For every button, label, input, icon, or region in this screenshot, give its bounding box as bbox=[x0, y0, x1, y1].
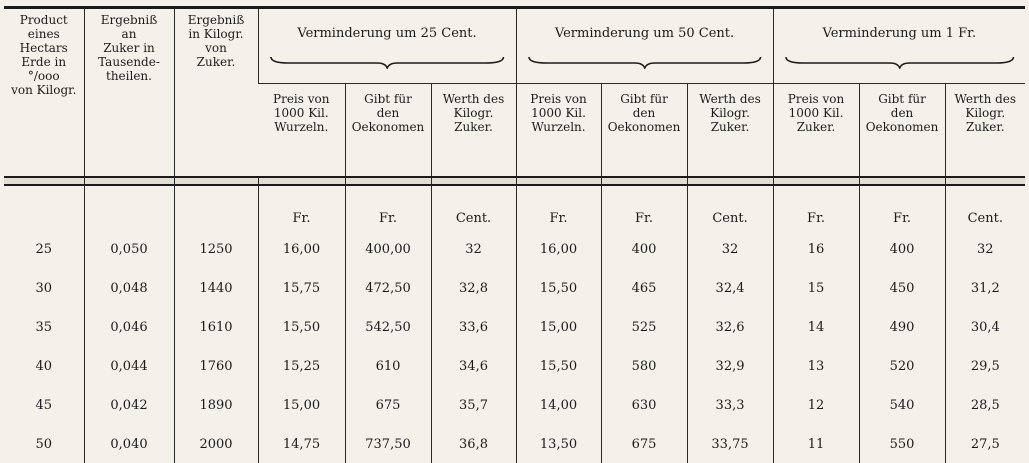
table-row bbox=[4, 269, 1025, 308]
table-cell: 35 bbox=[35, 320, 53, 335]
table-cell: 16,00 bbox=[258, 230, 345, 269]
table-cell: 34,6 bbox=[431, 347, 516, 386]
header-group-25-cent bbox=[258, 9, 516, 84]
table-cell: 28,5 bbox=[945, 386, 1025, 425]
table-cell: 472,50 bbox=[345, 269, 431, 308]
table-cell: 0,044 bbox=[84, 347, 174, 386]
table-cell: 40 bbox=[35, 359, 53, 374]
table-cell: 630 bbox=[601, 386, 687, 425]
table-cell: 32 bbox=[687, 230, 773, 269]
table-cell: 450 bbox=[859, 269, 945, 308]
unit-cell: Fr. bbox=[345, 185, 431, 230]
table-cell: 675 bbox=[601, 425, 687, 463]
unit-cell bbox=[84, 185, 174, 230]
unit-cell: Cent. bbox=[945, 185, 1025, 230]
unit-cell: Cent. bbox=[687, 185, 773, 230]
table-cell: 36,8 bbox=[431, 425, 516, 463]
table-cell: 15 bbox=[773, 269, 859, 308]
subheader-price-roots: Preis von 1000 Kil. Wurzeln. bbox=[516, 84, 601, 178]
table-cell: 2000 bbox=[174, 425, 258, 463]
group-label: Verminderung um 1 Fr. bbox=[822, 26, 977, 41]
table-cell: 542,50 bbox=[345, 308, 431, 347]
unit-cell: Fr. bbox=[258, 185, 345, 230]
sugar-table bbox=[4, 9, 1025, 463]
table-cell: 27,5 bbox=[945, 425, 1025, 463]
table-row bbox=[4, 347, 1025, 386]
subheader-price-sugar: Preis von 1000 Kil. Zuker. bbox=[773, 84, 859, 178]
header-product: Product eines Hectars Erde in °/ooo von Kilogr. bbox=[11, 13, 77, 97]
table-cell: 520 bbox=[859, 347, 945, 386]
double-rule bbox=[4, 177, 1025, 185]
table-cell: 32 bbox=[431, 230, 516, 269]
group-label: Verminderung um 25 Cent. bbox=[297, 26, 477, 41]
table-row bbox=[4, 425, 1025, 463]
table-cell: 550 bbox=[859, 425, 945, 463]
table-cell: 0,046 bbox=[84, 308, 174, 347]
table-cell: 30,4 bbox=[945, 308, 1025, 347]
table-cell: 400 bbox=[601, 230, 687, 269]
subheader-price-roots: Preis von 1000 Kil. Wurzeln. bbox=[258, 84, 345, 178]
table-cell: 30 bbox=[35, 281, 53, 296]
table-cell: 0,048 bbox=[84, 269, 174, 308]
units-row bbox=[4, 185, 1025, 230]
table-cell: 33,3 bbox=[687, 386, 773, 425]
table-cell: 15,50 bbox=[258, 308, 345, 347]
table-cell: 1610 bbox=[174, 308, 258, 347]
table-cell: 16 bbox=[773, 230, 859, 269]
table-cell: 737,50 bbox=[345, 425, 431, 463]
table-cell: 400,00 bbox=[345, 230, 431, 269]
table-cell: 0,042 bbox=[84, 386, 174, 425]
table-cell: 1760 bbox=[174, 347, 258, 386]
brace-icon bbox=[527, 55, 763, 69]
table-cell: 675 bbox=[345, 386, 431, 425]
header-group-1-fr bbox=[773, 9, 1025, 84]
table-row bbox=[4, 230, 1025, 269]
table-cell: 25 bbox=[35, 242, 53, 257]
table-cell: 400 bbox=[859, 230, 945, 269]
subheader-value-sugar: Werth des Kilogr. Zuker. bbox=[687, 84, 773, 178]
table-cell: 16,00 bbox=[516, 230, 601, 269]
header-sugar-kilogr: Ergebniß in Kilogr. von Zuker. bbox=[174, 9, 258, 177]
table-cell: 33,6 bbox=[431, 308, 516, 347]
subheader-value-sugar: Werth des Kilogr. Zuker. bbox=[945, 84, 1025, 178]
unit-cell bbox=[4, 185, 84, 230]
table-row bbox=[4, 308, 1025, 347]
table-cell: 14,00 bbox=[516, 386, 601, 425]
unit-cell: Fr. bbox=[601, 185, 687, 230]
table-cell: 525 bbox=[601, 308, 687, 347]
unit-cell: Fr. bbox=[773, 185, 859, 230]
group-label: Verminderung um 50 Cent. bbox=[554, 26, 735, 41]
table-cell: 15,25 bbox=[258, 347, 345, 386]
table-cell: 32,8 bbox=[431, 269, 516, 308]
header-sugar-thousandths: Ergebniß an Zuker in Tausende- theilen. bbox=[84, 9, 174, 177]
table-cell: 29,5 bbox=[945, 347, 1025, 386]
table-cell: 33,75 bbox=[687, 425, 773, 463]
table-row bbox=[4, 386, 1025, 425]
table-cell: 15,50 bbox=[516, 269, 601, 308]
unit-cell: Cent. bbox=[431, 185, 516, 230]
unit-cell bbox=[174, 185, 258, 230]
table-cell: 15,00 bbox=[258, 386, 345, 425]
subheader-value-sugar: Werth des Kilogr. Zuker. bbox=[431, 84, 516, 178]
table-cell: 1250 bbox=[174, 230, 258, 269]
unit-cell: Fr. bbox=[516, 185, 601, 230]
table-cell: 13 bbox=[773, 347, 859, 386]
header-group-50-cent bbox=[516, 9, 773, 84]
subheader-economist: Gibt für den Oekonomen bbox=[601, 84, 687, 178]
table-cell: 32,4 bbox=[687, 269, 773, 308]
table-cell: 14,75 bbox=[258, 425, 345, 463]
table-cell: 14 bbox=[773, 308, 859, 347]
subheader-economist: Gibt für den Oekonomen bbox=[859, 84, 945, 178]
unit-cell: Fr. bbox=[859, 185, 945, 230]
table-cell: 15,00 bbox=[516, 308, 601, 347]
subheader-economist: Gibt für den Oekonomen bbox=[345, 84, 431, 178]
table-cell: 31,2 bbox=[945, 269, 1025, 308]
table-cell: 11 bbox=[773, 425, 859, 463]
table-cell: 610 bbox=[345, 347, 431, 386]
brace-icon bbox=[784, 55, 1015, 69]
brace-icon bbox=[269, 55, 505, 69]
table-cell: 50 bbox=[35, 436, 53, 452]
table-cell: 1440 bbox=[174, 269, 258, 308]
table-cell: 15,75 bbox=[258, 269, 345, 308]
table-cell: 490 bbox=[859, 308, 945, 347]
table-cell: 35,7 bbox=[431, 386, 516, 425]
table-cell: 465 bbox=[601, 269, 687, 308]
table-cell: 32 bbox=[945, 230, 1025, 269]
table-cell: 1890 bbox=[174, 386, 258, 425]
table-cell: 0,050 bbox=[84, 230, 174, 269]
table-cell: 0,040 bbox=[84, 425, 174, 463]
table-cell: 45 bbox=[35, 398, 53, 413]
table-cell: 540 bbox=[859, 386, 945, 425]
table-cell: 13,50 bbox=[516, 425, 601, 463]
table-cell: 12 bbox=[773, 386, 859, 425]
table-cell: 580 bbox=[601, 347, 687, 386]
table-cell: 15,50 bbox=[516, 347, 601, 386]
table-cell: 32,6 bbox=[687, 308, 773, 347]
table-cell: 32,9 bbox=[687, 347, 773, 386]
